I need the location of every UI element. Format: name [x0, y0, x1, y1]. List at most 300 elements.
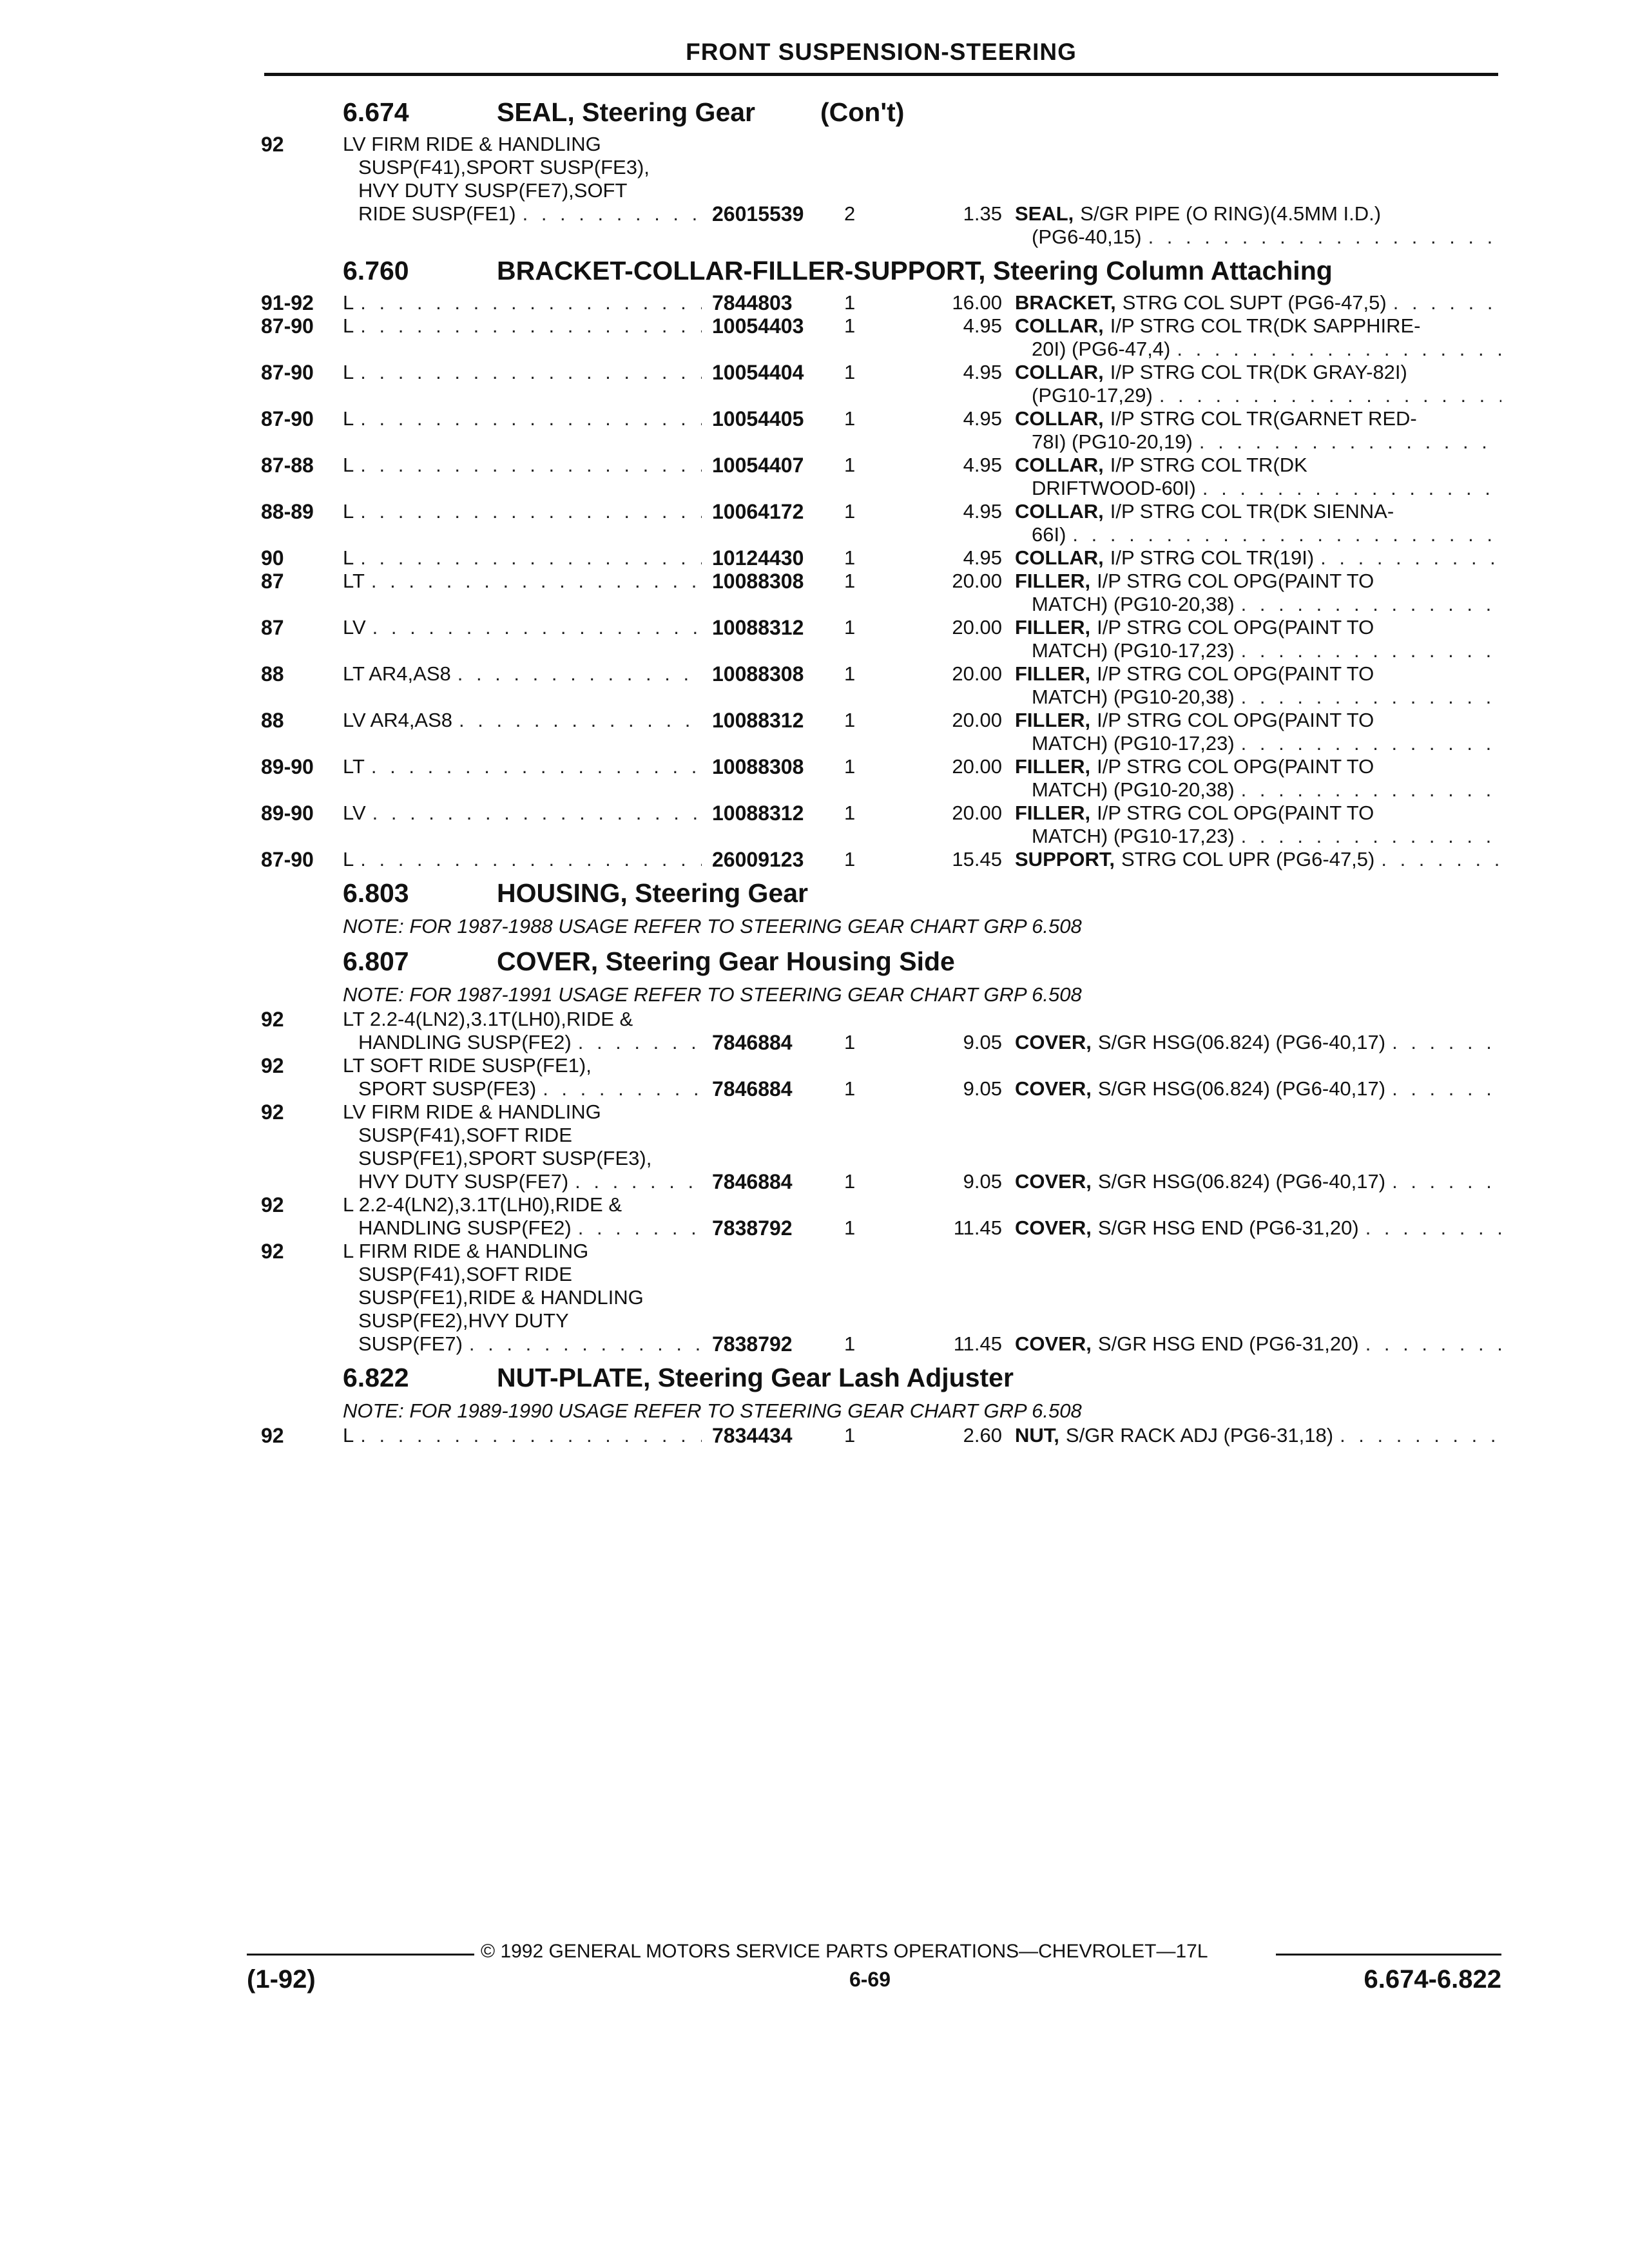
part-description	[1015, 361, 1501, 407]
usage-description	[343, 133, 702, 226]
usage-line: SUSP(F41),SOFT RIDE	[358, 1124, 572, 1146]
usage-line	[343, 454, 702, 477]
parts-catalog-body	[261, 90, 1501, 1447]
part-noun: FILLER,	[1015, 570, 1091, 592]
usage-line	[343, 546, 702, 570]
usage-text: HANDLING SUSP(FE2)	[358, 1216, 572, 1239]
part-noun: COLLAR,	[1015, 407, 1104, 430]
dot-leader	[360, 314, 702, 338]
price: 4.95	[963, 454, 1002, 476]
usage-line: L FIRM RIDE & HANDLING	[343, 1240, 589, 1262]
price: 11.45	[953, 1216, 1002, 1239]
usage-line	[343, 570, 702, 593]
section-title	[261, 871, 1501, 914]
usage-line	[343, 202, 702, 226]
description-line	[1015, 755, 1501, 778]
footer-date-code: (1-92)	[247, 1965, 316, 1994]
model-year: 87-88	[261, 454, 314, 477]
part-description	[1015, 1031, 1501, 1054]
part-noun: COVER,	[1015, 1077, 1092, 1100]
part-noun: FILLER,	[1015, 662, 1091, 685]
dot-leader	[1320, 546, 1501, 570]
part-noun: COLLAR,	[1015, 500, 1104, 523]
description-text: I/P STRG COL TR(19I)	[1110, 546, 1315, 569]
usage-text: L	[343, 1424, 354, 1446]
description-line	[1015, 546, 1501, 570]
description-line	[1015, 732, 1501, 755]
section-number: 6.822	[343, 1363, 409, 1392]
price: 11.45	[953, 1332, 1002, 1355]
usage-line: SUSP(F41),SOFT RIDE	[358, 1263, 572, 1285]
section-note: NOTE: FOR 1987-1988 USAGE REFER TO STEERING GEAR CHART GRP 6.508	[343, 915, 1082, 937]
part-number: 10088308	[712, 570, 804, 593]
section-number: 6.760	[343, 256, 409, 285]
usage-text: LT	[343, 755, 365, 778]
usage-line	[343, 500, 702, 523]
description-line	[1015, 825, 1501, 848]
price: 16.00	[952, 291, 1002, 314]
usage-line: SUSP(FE1),RIDE & HANDLING	[358, 1286, 644, 1309]
description-text: 66I)	[1032, 523, 1066, 546]
part-number: 7838792	[712, 1216, 793, 1240]
part-noun: SEAL,	[1015, 202, 1074, 225]
section-continued: (Con't)	[820, 97, 905, 127]
price: 20.00	[952, 662, 1002, 685]
description-text: I/P STRG COL TR(DK SAPPHIRE-	[1110, 314, 1421, 337]
usage-description	[343, 546, 702, 570]
description-line	[1015, 662, 1501, 686]
price: 15.45	[952, 848, 1002, 870]
model-year: 92	[261, 1008, 284, 1031]
model-year: 88-89	[261, 500, 314, 523]
part-number: 26015539	[712, 202, 804, 226]
price: 9.05	[963, 1031, 1002, 1053]
description-text: S/GR PIPE (O RING)(4.5MM I.D.)	[1080, 202, 1382, 225]
description-line	[1015, 477, 1501, 500]
part-description	[1015, 709, 1501, 755]
dot-leader	[1241, 732, 1501, 755]
quantity: 1	[844, 755, 856, 778]
part-description	[1015, 755, 1501, 802]
part-noun: COVER,	[1015, 1170, 1092, 1193]
usage-line	[343, 1031, 702, 1054]
dot-leader	[1241, 593, 1501, 616]
parts-row	[261, 662, 1501, 709]
dot-leader	[372, 802, 702, 825]
usage-line: L 2.2-4(LN2),3.1T(LH0),RIDE &	[343, 1193, 622, 1216]
usage-text: L	[343, 291, 354, 314]
description-text: MATCH) (PG10-17,23)	[1032, 825, 1235, 847]
usage-text: L	[343, 500, 354, 523]
usage-line	[343, 1424, 702, 1447]
description-line	[1015, 384, 1501, 407]
header-rule	[264, 73, 1498, 76]
part-description	[1015, 1332, 1501, 1356]
parts-row	[261, 133, 1501, 249]
dot-leader	[1159, 384, 1501, 407]
dot-leader	[360, 291, 702, 314]
description-line	[1015, 593, 1501, 616]
usage-description	[343, 1008, 702, 1054]
description-line	[1015, 802, 1501, 825]
usage-line	[343, 1077, 702, 1100]
description-line	[1015, 1216, 1501, 1240]
part-number: 10054404	[712, 361, 804, 384]
dot-leader	[1392, 1170, 1501, 1193]
parts-row	[261, 546, 1501, 570]
usage-text: L	[343, 454, 354, 476]
model-year: 87-90	[261, 314, 314, 338]
usage-text: HANDLING SUSP(FE2)	[358, 1031, 572, 1053]
part-description	[1015, 314, 1501, 361]
part-description	[1015, 546, 1501, 570]
quantity: 1	[844, 1424, 856, 1446]
dot-leader	[372, 616, 702, 639]
section-name: SEAL, Steering Gear	[497, 97, 756, 127]
part-noun: SUPPORT,	[1015, 848, 1115, 870]
usage-line	[343, 314, 702, 338]
part-description	[1015, 407, 1501, 454]
section-title	[261, 939, 1501, 982]
parts-row	[261, 314, 1501, 361]
usage-text: LV	[343, 802, 366, 824]
quantity: 1	[844, 848, 856, 870]
parts-row	[261, 616, 1501, 662]
catalog-section	[261, 939, 1501, 1356]
model-year: 92	[261, 1193, 284, 1216]
quantity: 1	[844, 1332, 856, 1355]
dot-leader	[1340, 1424, 1501, 1447]
parts-row	[261, 454, 1501, 500]
dot-leader	[469, 1332, 702, 1356]
usage-description	[343, 709, 702, 732]
part-noun: FILLER,	[1015, 616, 1091, 639]
dot-leader	[1241, 825, 1501, 848]
part-number: 10124430	[712, 546, 804, 570]
catalog-section	[261, 90, 1501, 249]
part-description	[1015, 1216, 1501, 1240]
price: 20.00	[952, 802, 1002, 824]
quantity: 1	[844, 570, 856, 592]
description-line	[1015, 709, 1501, 732]
description-line	[1015, 226, 1501, 249]
dot-leader	[459, 709, 702, 732]
usage-description	[343, 1424, 702, 1447]
dot-leader	[523, 202, 702, 226]
part-description	[1015, 570, 1501, 616]
dot-leader	[360, 546, 702, 570]
dot-leader	[458, 662, 702, 686]
quantity: 1	[844, 407, 856, 430]
price: 4.95	[963, 361, 1002, 383]
price: 4.95	[963, 500, 1002, 523]
part-noun: COLLAR,	[1015, 546, 1104, 569]
usage-line	[343, 662, 702, 686]
dot-leader	[1241, 778, 1501, 802]
description-text: I/P STRG COL TR(DK SIENNA-	[1110, 500, 1394, 523]
model-year: 92	[261, 1424, 284, 1447]
section-number: 6.807	[343, 947, 409, 976]
model-year: 92	[261, 133, 284, 156]
price: 20.00	[952, 709, 1002, 731]
part-noun: FILLER,	[1015, 755, 1091, 778]
usage-line: LV FIRM RIDE & HANDLING	[343, 133, 601, 155]
usage-line	[343, 755, 702, 778]
dot-leader	[360, 407, 702, 430]
quantity: 1	[844, 1170, 856, 1193]
part-number: 7844803	[712, 291, 793, 314]
part-description	[1015, 202, 1501, 249]
usage-line: SUSP(F41),SPORT SUSP(FE3),	[358, 156, 650, 178]
dot-leader	[1392, 1031, 1501, 1054]
description-text: S/GR HSG(06.824) (PG6-40,17)	[1097, 1031, 1386, 1053]
usage-description	[343, 407, 702, 430]
part-number: 7846884	[712, 1031, 793, 1054]
quantity: 1	[844, 291, 856, 314]
dot-leader	[1177, 338, 1501, 361]
usage-text: LV AR4,AS8	[343, 709, 453, 731]
part-description	[1015, 1170, 1501, 1193]
description-text: DRIFTWOOD-60I)	[1032, 477, 1196, 499]
part-number: 10088308	[712, 755, 804, 778]
part-number: 26009123	[712, 848, 804, 871]
usage-text: L	[343, 314, 354, 337]
dot-leader	[1381, 848, 1501, 871]
usage-description	[343, 662, 702, 686]
part-number: 10054407	[712, 454, 804, 477]
parts-row	[261, 1008, 1501, 1054]
usage-description	[343, 500, 702, 523]
usage-description	[343, 802, 702, 825]
parts-row	[261, 802, 1501, 848]
dot-leader	[360, 361, 702, 384]
model-year: 92	[261, 1054, 284, 1077]
section-name: BRACKET-COLLAR-FILLER-SUPPORT, Steering Column Attaching	[497, 256, 1333, 285]
usage-line	[343, 802, 702, 825]
part-number: 10054403	[712, 314, 804, 338]
dot-leader	[578, 1216, 702, 1240]
price: 9.05	[963, 1170, 1002, 1193]
section-name: NUT-PLATE, Steering Gear Lash Adjuster	[497, 1363, 1014, 1392]
section-name: HOUSING, Steering Gear	[497, 878, 809, 908]
usage-description	[343, 1240, 702, 1356]
section-number: 6.674	[343, 97, 409, 127]
footer-rule-left	[247, 1954, 474, 1956]
description-line	[1015, 1424, 1501, 1447]
price: 2.60	[963, 1424, 1002, 1446]
usage-line	[343, 361, 702, 384]
usage-line	[343, 848, 702, 871]
usage-description	[343, 361, 702, 384]
dot-leader	[1392, 1077, 1501, 1100]
quantity: 1	[844, 546, 856, 569]
description-line	[1015, 570, 1501, 593]
description-text: MATCH) (PG10-20,38)	[1032, 593, 1235, 615]
part-number: 10088312	[712, 709, 804, 732]
description-line	[1015, 1077, 1501, 1100]
dot-leader	[371, 755, 702, 778]
price: 9.05	[963, 1077, 1002, 1100]
parts-row	[261, 755, 1501, 802]
description-text: I/P STRG COL OPG(PAINT TO	[1097, 755, 1374, 778]
parts-row	[261, 1240, 1501, 1356]
part-noun: COLLAR,	[1015, 314, 1104, 337]
description-text: (PG6-40,15)	[1032, 226, 1142, 248]
parts-row	[261, 291, 1501, 314]
part-number: 7834434	[712, 1424, 793, 1447]
part-noun: FILLER,	[1015, 802, 1091, 824]
description-line	[1015, 523, 1501, 546]
usage-text: LT AR4,AS8	[343, 662, 451, 685]
quantity: 1	[844, 1077, 856, 1100]
section-note: NOTE: FOR 1987-1991 USAGE REFER TO STEERING GEAR CHART GRP 6.508	[343, 983, 1082, 1006]
price: 20.00	[952, 570, 1002, 592]
part-noun: COVER,	[1015, 1031, 1092, 1053]
part-number: 10088312	[712, 616, 804, 639]
price: 4.95	[963, 314, 1002, 337]
dot-leader	[1241, 639, 1501, 662]
dot-leader	[360, 848, 702, 871]
usage-line: LT SOFT RIDE SUSP(FE1),	[343, 1054, 592, 1077]
usage-line: HVY DUTY SUSP(FE7),SOFT	[358, 179, 628, 202]
model-year: 92	[261, 1240, 284, 1263]
usage-text: L	[343, 407, 354, 430]
usage-description	[343, 1100, 702, 1193]
price: 20.00	[952, 755, 1002, 778]
description-text: S/GR HSG END (PG6-31,20)	[1097, 1332, 1359, 1355]
parts-row	[261, 1100, 1501, 1193]
model-year: 87-90	[261, 361, 314, 384]
description-text: MATCH) (PG10-20,38)	[1032, 686, 1235, 708]
catalog-section	[261, 1356, 1501, 1447]
parts-row	[261, 407, 1501, 454]
section-name: COVER, Steering Gear Housing Side	[497, 947, 955, 976]
quantity: 2	[844, 202, 856, 225]
quantity: 1	[844, 1216, 856, 1239]
section-title	[261, 1356, 1501, 1398]
parts-row	[261, 361, 1501, 407]
usage-text: SUSP(FE7)	[358, 1332, 463, 1355]
part-noun: FILLER,	[1015, 709, 1091, 731]
usage-line	[343, 1216, 702, 1240]
usage-line	[343, 616, 702, 639]
description-line	[1015, 1332, 1501, 1356]
section-title	[261, 249, 1501, 291]
description-line	[1015, 291, 1501, 314]
part-description	[1015, 662, 1501, 709]
model-year: 87	[261, 616, 284, 639]
description-text: I/P STRG COL TR(DK	[1110, 454, 1307, 476]
quantity: 1	[844, 616, 856, 639]
description-text: MATCH) (PG10-20,38)	[1032, 778, 1235, 801]
description-line	[1015, 686, 1501, 709]
model-year: 88	[261, 709, 284, 732]
part-number: 10088308	[712, 662, 804, 686]
model-year: 87	[261, 570, 284, 593]
dot-leader	[1199, 430, 1501, 454]
quantity: 1	[844, 500, 856, 523]
price: 4.95	[963, 407, 1002, 430]
part-number: 7838792	[712, 1332, 793, 1356]
part-number: 7846884	[712, 1077, 793, 1100]
description-line	[1015, 361, 1501, 384]
quantity: 1	[844, 454, 856, 476]
model-year: 89-90	[261, 755, 314, 778]
dot-leader	[360, 454, 702, 477]
price: 4.95	[963, 546, 1002, 569]
footer-copyright: © 1992 GENERAL MOTORS SERVICE PARTS OPERATIONS—CHEVROLET—17L	[481, 1941, 1208, 1962]
part-number: 10064172	[712, 500, 804, 523]
dot-leader	[1365, 1216, 1501, 1240]
description-line	[1015, 454, 1501, 477]
description-text: 78I) (PG10-20,19)	[1032, 430, 1193, 453]
usage-description	[343, 314, 702, 338]
section-number: 6.803	[343, 878, 409, 908]
price: 1.35	[963, 202, 1002, 225]
quantity: 1	[844, 662, 856, 685]
parts-row	[261, 1424, 1501, 1447]
description-line	[1015, 1031, 1501, 1054]
usage-line: LV FIRM RIDE & HANDLING	[343, 1100, 601, 1123]
usage-description	[343, 570, 702, 593]
model-year: 90	[261, 546, 284, 570]
quantity: 1	[844, 1031, 856, 1053]
usage-description	[343, 616, 702, 639]
parts-row	[261, 1054, 1501, 1100]
parts-row	[261, 709, 1501, 755]
description-line	[1015, 500, 1501, 523]
usage-text: L	[343, 361, 354, 383]
usage-text: L	[343, 848, 354, 870]
dot-leader	[1365, 1332, 1501, 1356]
dot-leader	[371, 570, 702, 593]
description-text: S/GR HSG(06.824) (PG6-40,17)	[1097, 1077, 1386, 1100]
usage-description	[343, 755, 702, 778]
quantity: 1	[844, 709, 856, 731]
parts-row	[261, 1193, 1501, 1240]
description-text: 20I) (PG6-47,4)	[1032, 338, 1171, 360]
description-line	[1015, 1170, 1501, 1193]
usage-line: SUSP(FE2),HVY DUTY	[358, 1309, 569, 1332]
usage-line	[343, 407, 702, 430]
usage-line: SUSP(FE1),SPORT SUSP(FE3),	[358, 1147, 652, 1169]
part-noun: COLLAR,	[1015, 454, 1104, 476]
usage-description	[343, 454, 702, 477]
usage-text: LV	[343, 616, 366, 639]
description-text: STRG COL SUPT (PG6-47,5)	[1122, 291, 1387, 314]
dot-leader	[578, 1031, 702, 1054]
description-line	[1015, 616, 1501, 639]
description-line	[1015, 338, 1501, 361]
usage-text: RIDE SUSP(FE1)	[358, 202, 516, 225]
quantity: 1	[844, 802, 856, 824]
usage-line: LT 2.2-4(LN2),3.1T(LH0),RIDE &	[343, 1008, 633, 1030]
part-noun: NUT,	[1015, 1424, 1059, 1446]
description-text: I/P STRG COL OPG(PAINT TO	[1097, 802, 1374, 824]
part-noun: COVER,	[1015, 1216, 1092, 1239]
usage-description	[343, 1054, 702, 1100]
dot-leader	[360, 500, 702, 523]
section-title	[261, 90, 1501, 133]
description-text: S/GR RACK ADJ (PG6-31,18)	[1065, 1424, 1334, 1446]
model-year: 88	[261, 662, 284, 686]
description-text: I/P STRG COL OPG(PAINT TO	[1097, 570, 1374, 592]
part-noun: BRACKET,	[1015, 291, 1116, 314]
parts-row	[261, 570, 1501, 616]
dot-leader	[360, 1424, 702, 1447]
description-text: I/P STRG COL TR(GARNET RED-	[1110, 407, 1417, 430]
description-text: S/GR HSG END (PG6-31,20)	[1097, 1216, 1359, 1239]
